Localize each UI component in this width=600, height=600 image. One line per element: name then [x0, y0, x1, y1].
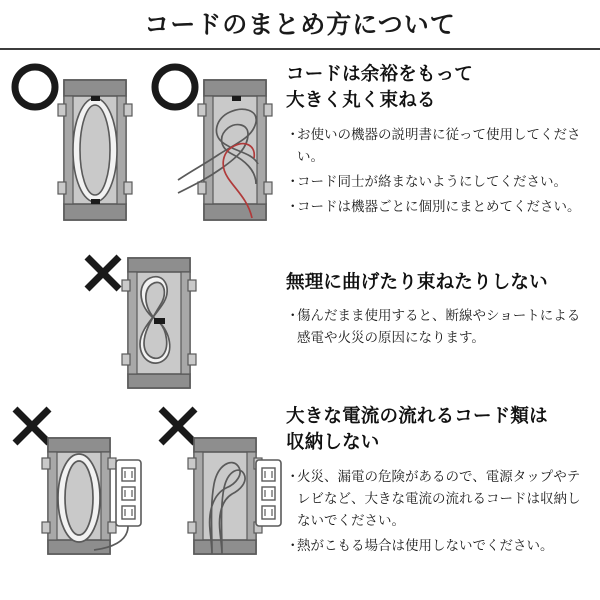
section-heading-2-line1: 無理に曲げたり束ねたりしない [286, 272, 548, 293]
bullet-dot: ・ [286, 126, 300, 143]
list-item [286, 124, 592, 168]
page-title: コードのまとめ方について [144, 9, 456, 39]
bullet-dot: ・ [286, 173, 300, 190]
cord-case-illustration [188, 438, 262, 554]
section-heading-3-line2: 収納しない [286, 432, 380, 454]
cord-tie [91, 199, 100, 204]
bullet-dot: ・ [286, 537, 300, 554]
list-item [286, 196, 592, 218]
list-item [286, 466, 592, 532]
list-item [286, 535, 592, 557]
list-item-text: コードは機器ごとに個別にまとめてください。 [297, 198, 581, 215]
list-item-text: お使いの機器の説明書に従って使用してください。 [297, 126, 581, 165]
section-loose-coil-text [286, 62, 592, 221]
figure-ng-figure-eight-svg [78, 248, 218, 393]
cord-tie [154, 318, 165, 324]
cross-mark-icon [161, 409, 195, 443]
figure-ng-power-strip-folded [152, 400, 282, 580]
list-item-text: コード同士が絡まないようにしてください。 [297, 173, 567, 190]
coiled-cord [73, 98, 117, 202]
cord-tie [91, 96, 100, 101]
figure-ng-figure-eight [78, 248, 218, 393]
section-no-high-current-text [286, 404, 592, 560]
page-header [0, 0, 600, 50]
bullet-dot: ・ [286, 198, 300, 215]
section-heading-1-line2: 大きく丸く束ねる [286, 90, 436, 112]
list-item [286, 305, 592, 349]
circle-mark-icon [15, 67, 55, 107]
coiled-cord [58, 454, 100, 542]
circle-mark-icon [155, 67, 195, 107]
figure-ng-power-strip-coiled [6, 400, 146, 580]
section-heading-3-line1: 大きな電流の流れるコード類は [286, 406, 548, 427]
bullet-dot: ・ [286, 308, 300, 325]
figure-ok-multiple-cords-in-case [148, 60, 278, 230]
figure-ok-multiple-cords-svg [148, 60, 278, 230]
section-3-bullet-list [286, 466, 592, 558]
section-2-bullet-list [286, 305, 592, 349]
list-item-text: 傷んだまま使用すると、断線やショートによる感電や火災の原因になります。 [297, 308, 581, 347]
cord-tie [232, 96, 241, 101]
list-item-text: 熱がこもる場合は使用しないでください。 [297, 537, 554, 554]
section-heading-1-line1: コードは余裕をもって [286, 64, 474, 85]
figure-ng-power-strip-folded-svg [152, 400, 282, 580]
power-strip-illustration [256, 460, 281, 526]
list-item-text: 火災、漏電の危険があるので、電源タップやテレビなど、大きな電流の流れるコードは収納しないでください。 [297, 468, 581, 529]
figure-ng-power-strip-coiled-svg [6, 400, 146, 580]
section-no-sharp-bend-text [286, 270, 592, 353]
figure-ok-large-coil-in-case [8, 60, 138, 230]
figure-ok-large-coil-svg [8, 60, 138, 230]
cross-mark-icon [87, 257, 119, 289]
section-heading-1 [286, 62, 592, 115]
list-item [286, 171, 592, 193]
section-heading-2 [286, 270, 592, 296]
cross-mark-icon [15, 409, 49, 443]
section-heading-3 [286, 404, 592, 457]
section-1-bullet-list [286, 124, 592, 219]
bullet-dot: ・ [286, 468, 300, 485]
